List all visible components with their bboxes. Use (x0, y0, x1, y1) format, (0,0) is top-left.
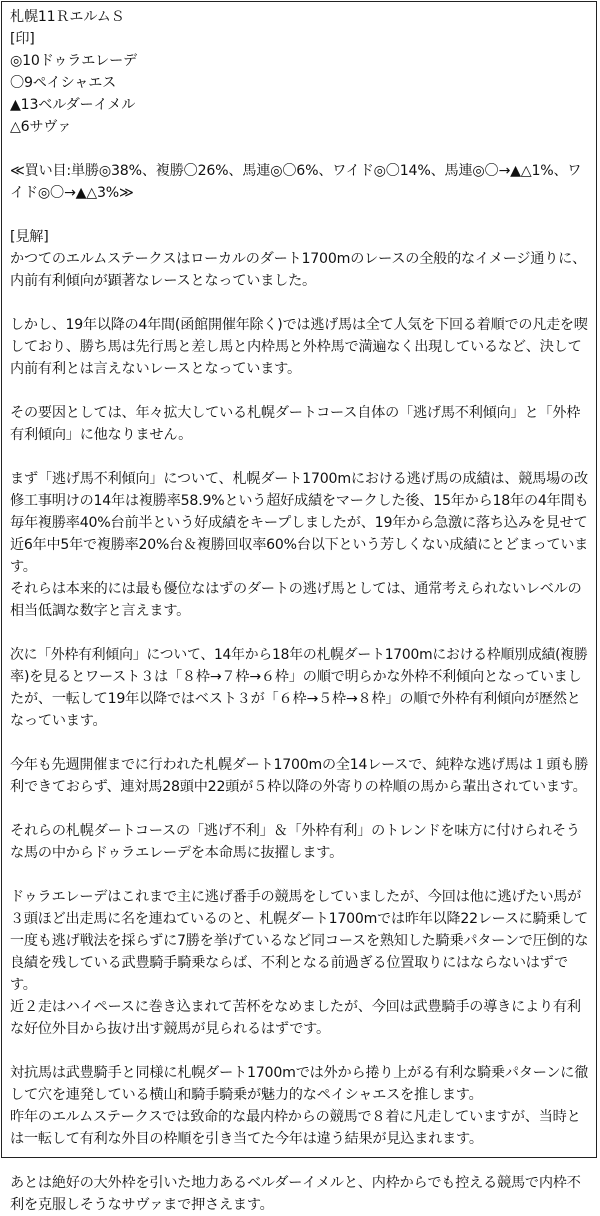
paragraph-line: して穴を連発している横山和騎手騎乗が魅力的なペイシャエスを推します。 (10, 1087, 483, 1103)
paragraph-line: な好位外目から抜け出す競馬が見られるはずです。 (10, 1021, 330, 1037)
paragraph-line: 修工事明けの14年は複勝率58.9%という超好成績をマークした後、15年から18年の4年間も (10, 493, 589, 509)
spacer (10, 138, 590, 160)
paragraph-line: 利できておらず、連対馬28頭中22頭が５枠以降の外寄りの枠順の馬から輩出されています。 (10, 779, 587, 795)
paragraph-line: それらの札幌ダートコースの「逃げ不利」＆「外枠有利」のトレンドを味方に付けられそう (10, 823, 580, 839)
analysis-paragraph (10, 402, 590, 446)
paragraph-line: 率)を見るとワースト３は「８枠→７枠→６枠」の順で明らかな外枠不利傾向となっていまし (10, 669, 582, 685)
analysis-paragraph (10, 314, 590, 380)
analysis-paragraph (10, 1062, 590, 1150)
analysis-paragraph (10, 886, 590, 1040)
bets-line: ≪買い目:単勝◎38%、複勝〇26%、馬連◎〇6%、ワイド◎〇14%、馬連◎〇→▲△1%、ワ (10, 163, 582, 179)
paragraph-line: 今年も先週開催までに行われた札幌ダート1700mの全14レースで、純粋な逃げ馬は１頭も勝 (10, 757, 589, 773)
paragraph-line: なっています。 (10, 713, 107, 729)
marks-label: [印] (10, 31, 35, 47)
analysis-paragraph (10, 644, 590, 732)
paragraph-line: す。 (10, 977, 37, 993)
analysis-paragraph (10, 1172, 590, 1216)
paragraph-line: 相当低調な数字と言えます。 (10, 603, 191, 619)
paragraph-line: は一転して有利な外目の枠順を引き当てた今年は違う結果が見込まれます。 (10, 1131, 483, 1147)
paragraph-line: 利を克服しそうなサヴァまで押さえます。 (10, 1197, 274, 1213)
mark-honmei: ◎10ドゥラエレーデ (10, 53, 137, 69)
paragraph-line: しており、勝ち馬は先行馬と差し馬と内枠馬と外枠馬で満遍なく出現しているなど、決して (10, 339, 582, 355)
analysis-label: [見解] (10, 229, 49, 245)
article-content (10, 6, 590, 1216)
mark-taikou: 〇9ペイシャエス (10, 75, 117, 91)
bets-block (10, 160, 590, 204)
paragraph-line: 良績を残している武豊騎手騎乗ならば、不利となる前過ぎる位置取りにはならないはずで (10, 955, 569, 971)
paragraph-line: 有利傾向」に他なりません。 (10, 427, 193, 443)
paragraph-line: 毎年複勝率40%台前半という好成績をキープしましたが、19年から急激に落ち込みを見せて (10, 515, 588, 531)
analysis-paragraph (10, 248, 590, 292)
paragraph-line: 昨年のエルムステークスでは致命的な最内枠からの競馬で８着に凡走していますが、当時と (10, 1109, 581, 1125)
paragraph-line: まず「逃げ馬不利傾向」について、札幌ダート1700mにおける逃げ馬の成績は、競馬場の改 (10, 471, 588, 487)
bets-line: イド◎〇→▲△3%≫ (10, 185, 134, 201)
paragraph-line: かつてのエルムステークスはローカルのダート1700mのレースの全般的なイメージ通りに、 (10, 251, 587, 267)
paragraph-line: 内前有利傾向が顕著なレースとなっていました。 (10, 273, 316, 289)
paragraph-line: な馬の中からドゥラエレーデを本命馬に抜擢します。 (10, 845, 344, 861)
paragraph-line: 一度も逃げ戦法を採らずに7勝を挙げているなど同コースを熟知した騎乗パターンで圧倒的な (10, 933, 589, 949)
analysis-paragraph (10, 468, 590, 622)
paragraph-line: ３頭ほど出走馬に名を連ねているのと、札幌ダート1700mでは昨年以降22レースに騎乗して (10, 911, 589, 927)
paragraph-line: 近6年中5年で複勝率20%台＆複勝回収率60%台以下という芳しくない成績にとどまっていま (10, 537, 589, 553)
paragraph-line: 内前有利とは言えないレースとなっています。 (10, 361, 301, 377)
paragraph-line: たが、一転して19年以降ではベスト３が「６枠→５枠→８枠」の順で外枠有利傾向が歴然と (10, 691, 581, 707)
paragraph-line: 対抗馬は武豊騎手と同様に札幌ダート1700mでは外から捲り上がる有利な騎乗パターンに徹 (10, 1065, 589, 1081)
paragraph-line: 近２走はハイペースに巻き込まれて苦杯をなめましたが、今回は武豊騎手の導きにより有利 (10, 999, 581, 1015)
paragraph-line: あとは絶好の大外枠を引いた地力あるベルダーイメルと、内枠からでも控える競馬で内枠不 (10, 1175, 581, 1191)
paragraph-line: す。 (10, 559, 37, 575)
analysis-paragraph (10, 754, 590, 798)
mark-tanana: ▲13ベルダーイメル (10, 97, 136, 113)
mark-renka: △6サヴァ (10, 119, 72, 135)
paragraph-line: それらは本来的には最も優位なはずのダートの逃げ馬としては、通常考えられないレベルの (10, 581, 582, 597)
paragraph-line: その要因としては、年々拡大している札幌ダートコース自体の「逃げ馬不利傾向」と「外枠 (10, 405, 581, 421)
analysis-paragraph (10, 820, 590, 864)
paragraph-line: しかし、19年以降の4年間(函館開催年除く)では逃げ馬は全て人気を下回る着順での凡走を喫 (10, 317, 588, 333)
race-title: 札幌11ＲエルムＳ (10, 9, 125, 25)
paragraph-line: 次に「外枠有利傾向」について、14年から18年の札幌ダート1700mにおける枠順別成績(複勝 (10, 647, 588, 663)
paragraph-line: ドゥラエレーデはこれまで主に逃げ番手の競馬をしていましたが、今回は他に逃げたい馬が (10, 889, 582, 905)
analysis-body (10, 248, 590, 1216)
